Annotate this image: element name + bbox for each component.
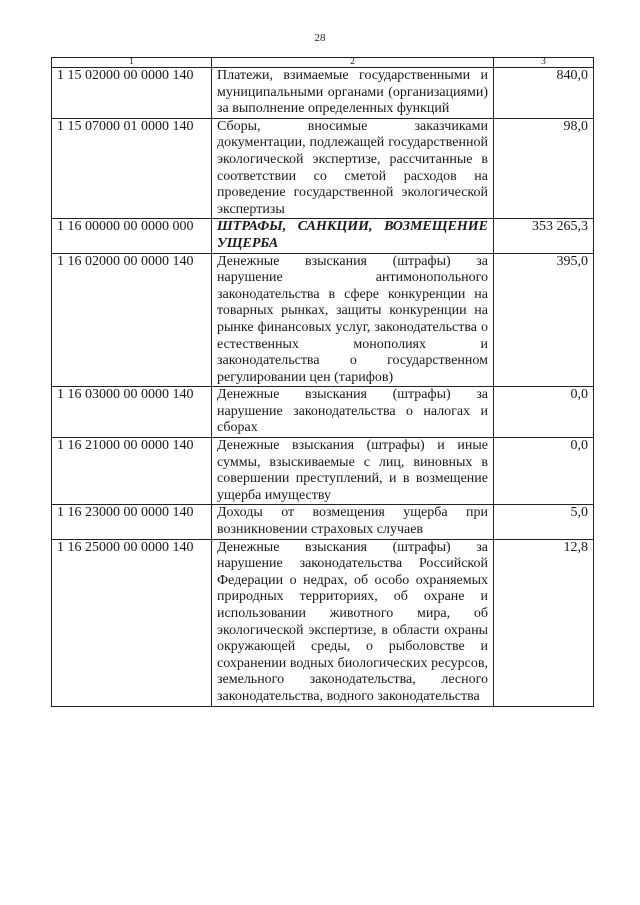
revenue-description: Платежи, взимаемые государственными и муниципальными органами (организациями) за выполнение определенных функций [212, 68, 494, 119]
column-header-1: 1 [52, 58, 212, 68]
revenue-amount: 395,0 [494, 253, 594, 387]
column-header-2: 2 [212, 58, 494, 68]
table-row [52, 505, 594, 539]
table-row [52, 438, 594, 505]
table-row [52, 118, 594, 219]
budget-code: 1 16 21000 00 0000 140 [52, 438, 212, 505]
budget-code: 1 16 25000 00 0000 140 [52, 539, 212, 706]
revenue-description: Сборы, вносимые заказчиками документации, подлежащей государственной экологической экспертизе, рассчитанные в соответствии со сметой расходов на проведение государственной экологической экспертизы [212, 118, 494, 219]
budget-code: 1 16 02000 00 0000 140 [52, 253, 212, 387]
revenue-amount: 98,0 [494, 118, 594, 219]
budget-code: 1 15 02000 00 0000 140 [52, 68, 212, 119]
column-number-row [52, 58, 594, 68]
revenue-description: Денежные взыскания (штрафы) за нарушение законодательства о налогах и сборах [212, 387, 494, 438]
revenue-amount: 5,0 [494, 505, 594, 539]
revenue-amount: 353 265,3 [494, 219, 594, 253]
revenue-description: Доходы от возмещения ущерба при возникновении страховых случаев [212, 505, 494, 539]
revenue-amount: 0,0 [494, 387, 594, 438]
column-header-3: 3 [494, 58, 594, 68]
budget-code: 1 15 07000 01 0000 140 [52, 118, 212, 219]
revenue-description: ШТРАФЫ, САНКЦИИ, ВОЗМЕЩЕНИЕ УЩЕРБА [212, 219, 494, 253]
table-row [52, 387, 594, 438]
revenue-description: Денежные взыскания (штрафы) за нарушение законодательства Российской Федерации о недрах, об особо охраняемых природных территориях, об охране и использовании животного мира, об экологической экспертизе, в области охраны окружающей среды, о рыболовстве и сохранении водных биологических ресурсов, земельного законодательства, лесного законодательства, водного законодательства [212, 539, 494, 706]
table-row [52, 539, 594, 706]
budget-code: 1 16 23000 00 0000 140 [52, 505, 212, 539]
table-row-section-total [52, 219, 594, 253]
revenue-amount: 12,8 [494, 539, 594, 706]
revenue-amount: 840,0 [494, 68, 594, 119]
revenue-table [51, 57, 594, 707]
revenue-description: Денежные взыскания (штрафы) и иные суммы, взыскиваемые с лиц, виновных в совершении преступлений, и в возмещение ущерба имуществу [212, 438, 494, 505]
table-row [52, 68, 594, 119]
revenue-amount: 0,0 [494, 438, 594, 505]
page-number: 28 [314, 32, 326, 44]
budget-code: 1 16 00000 00 0000 000 [52, 219, 212, 253]
table-row [52, 253, 594, 387]
budget-code: 1 16 03000 00 0000 140 [52, 387, 212, 438]
revenue-description: Денежные взыскания (штрафы) за нарушение антимонопольного законодательства в сфере конкуренции на товарных рынках, защиты конкуренции на рынке финансовых услуг, законодательства о естественных монополиях и законодательства о государственном регулировании цен (тарифов) [212, 253, 494, 387]
